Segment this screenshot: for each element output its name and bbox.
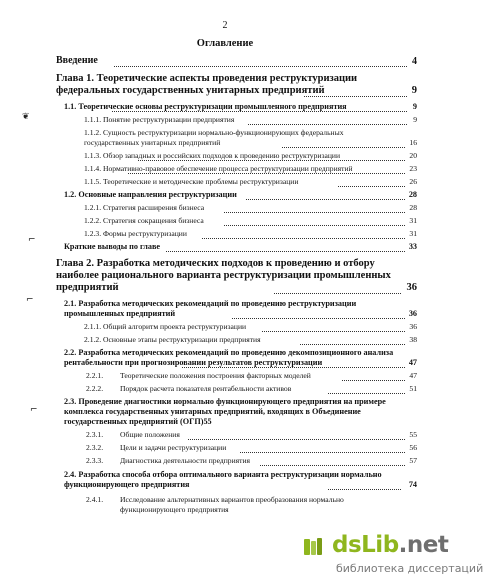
toc-entry-1-1-1[interactable]: 1.1.1. Понятие реструктуризации предприятия 9 xyxy=(84,115,417,124)
toc-entry-summary[interactable]: Краткие выводы по главе 33 xyxy=(64,242,417,251)
leader-dots xyxy=(274,293,401,294)
leader-dots xyxy=(188,439,405,440)
toc-entry-2-3-1[interactable]: 2.3.1. Общие положения 55 xyxy=(86,430,417,439)
toc-entry-chapter-1[interactable]: Глава 1. Теоретические аспекты проведения реструктуризации федеральных государственных унитарных предприятий 9 xyxy=(56,73,417,96)
leader-dots xyxy=(282,147,405,148)
margin-bracket-mark: ⌐ xyxy=(30,405,38,415)
toc-entry-1-1-5[interactable]: 1.1.5. Теоретические и методические проблемы реструктуризации 26 xyxy=(84,177,417,186)
leader-dots xyxy=(240,452,405,453)
toc-title: Оглавление xyxy=(196,38,254,49)
toc-entry-2-2[interactable]: 2.2. Разработка методических рекомендаций по проведению декомпозиционного анализа рентабельности при прогнозировании результатов реструктуризации 47 xyxy=(64,348,417,367)
toc-entry-2-1-1[interactable]: 2.1.1. Общий алгоритм проекта реструктуризации 36 xyxy=(84,322,417,331)
toc-entry-1-2-3[interactable]: 1.2.3. Формы реструктуризации 31 xyxy=(84,229,417,238)
toc-entry-1-2-1[interactable]: 1.2.1. Стратегия расширения бизнеса 28 xyxy=(84,203,417,212)
leader-dots xyxy=(112,111,407,112)
leader-dots xyxy=(224,212,405,213)
leader-dots xyxy=(260,465,405,466)
toc-entry-2-4-1[interactable]: 2.4.1. Исследование альтернативных вариантов преобразования нормально функционирующего предприятия xyxy=(86,495,344,514)
toc-entry-2-3-2[interactable]: 2.3.2. Цели и задачи реструктуризации 56 xyxy=(86,443,417,452)
toc-entry-intro[interactable]: Введение 4 xyxy=(56,55,417,67)
toc-entry-2-1[interactable]: 2.1. Разработка методических рекомендаций по проведению реструктуризации промышленных предприятий 36 xyxy=(64,299,417,318)
leader-dots xyxy=(342,380,405,381)
leader-dots xyxy=(114,66,407,67)
toc-entry-chapter-2[interactable]: Глава 2. Разработка методических подходов к проведению и отбору наиболее рационального варианта реструктуризации промышленных предприятий 36 xyxy=(56,258,417,293)
dslib-subtitle: библиотека диссертаций xyxy=(336,562,483,575)
leader-dots xyxy=(262,331,405,332)
toc-entry-2-3[interactable]: 2.3. Проведение диагностики нормально функционирующего предприятия на примере комплекса государственных унитарных предприятий, входящих в Объединение государственных предприятий (ОГП)55 xyxy=(64,397,386,426)
toc-entry-1-2[interactable]: 1.2. Основные направления реструктуризации 28 xyxy=(64,190,417,199)
toc-entry-1-1-2[interactable]: 1.1.2. Сущность реструктуризации нормально-функционирующих федеральных государственных унитарных предприятий 16 xyxy=(84,128,417,147)
dslib-logo: dsLib.net xyxy=(332,532,449,558)
leader-dots xyxy=(300,344,405,345)
toc-entry-2-4[interactable]: 2.4. Разработка способа отбора оптимального варианта реструктуризации нормально функционирующего предприятия 74 xyxy=(64,470,417,489)
toc-entry-1-1-3[interactable]: 1.1.3. Обзор западных и российских подходов к проведению реструктуризации 20 xyxy=(84,151,417,160)
toc-entry-1-1[interactable]: 1.1. Теоретические основы реструктуризации промышленного предприятия 9 xyxy=(64,102,417,111)
leader-dots xyxy=(232,318,405,319)
leader-dots xyxy=(248,124,407,125)
toc-entry-1-2-2[interactable]: 1.2.2. Стратегия сокращения бизнеса 31 xyxy=(84,216,417,225)
dslib-watermark xyxy=(332,532,483,576)
leader-dots xyxy=(328,489,401,490)
toc-entry-2-2-2[interactable]: 2.2.2. Порядок расчета показателя рентабельности активов 51 xyxy=(86,384,417,393)
leader-dots xyxy=(202,238,405,239)
leader-dots xyxy=(224,225,405,226)
leader-dots xyxy=(182,367,405,368)
margin-bracket-mark: ⌐ xyxy=(26,295,34,305)
table-of-contents xyxy=(56,55,417,515)
toc-entry-2-1-2[interactable]: 2.1.2. Основные этапы реструктуризации предприятия 38 xyxy=(84,335,417,344)
leader-dots xyxy=(166,251,405,252)
leader-dots xyxy=(338,186,405,187)
toc-entry-1-1-4[interactable]: 1.1.4. Нормативно-правовое обеспечение процесса реструктуризации предприятий 23 xyxy=(84,164,417,173)
page-number: 2 xyxy=(222,20,228,31)
leader-dots xyxy=(138,160,405,161)
dslib-logo-icon xyxy=(302,536,324,558)
leader-dots xyxy=(128,173,405,174)
margin-bracket-mark: ⌐ xyxy=(28,235,36,245)
leader-dots xyxy=(304,96,407,97)
margin-bracket-mark: ❦ xyxy=(22,112,30,122)
toc-entry-2-3-3[interactable]: 2.3.3. Диагностика деятельности предприятия 57 xyxy=(86,456,417,465)
toc-entry-2-2-1[interactable]: 2.2.1. Теоретические положения построения факторных моделей 47 xyxy=(86,371,417,380)
leader-dots xyxy=(328,393,405,394)
leader-dots xyxy=(246,199,405,200)
